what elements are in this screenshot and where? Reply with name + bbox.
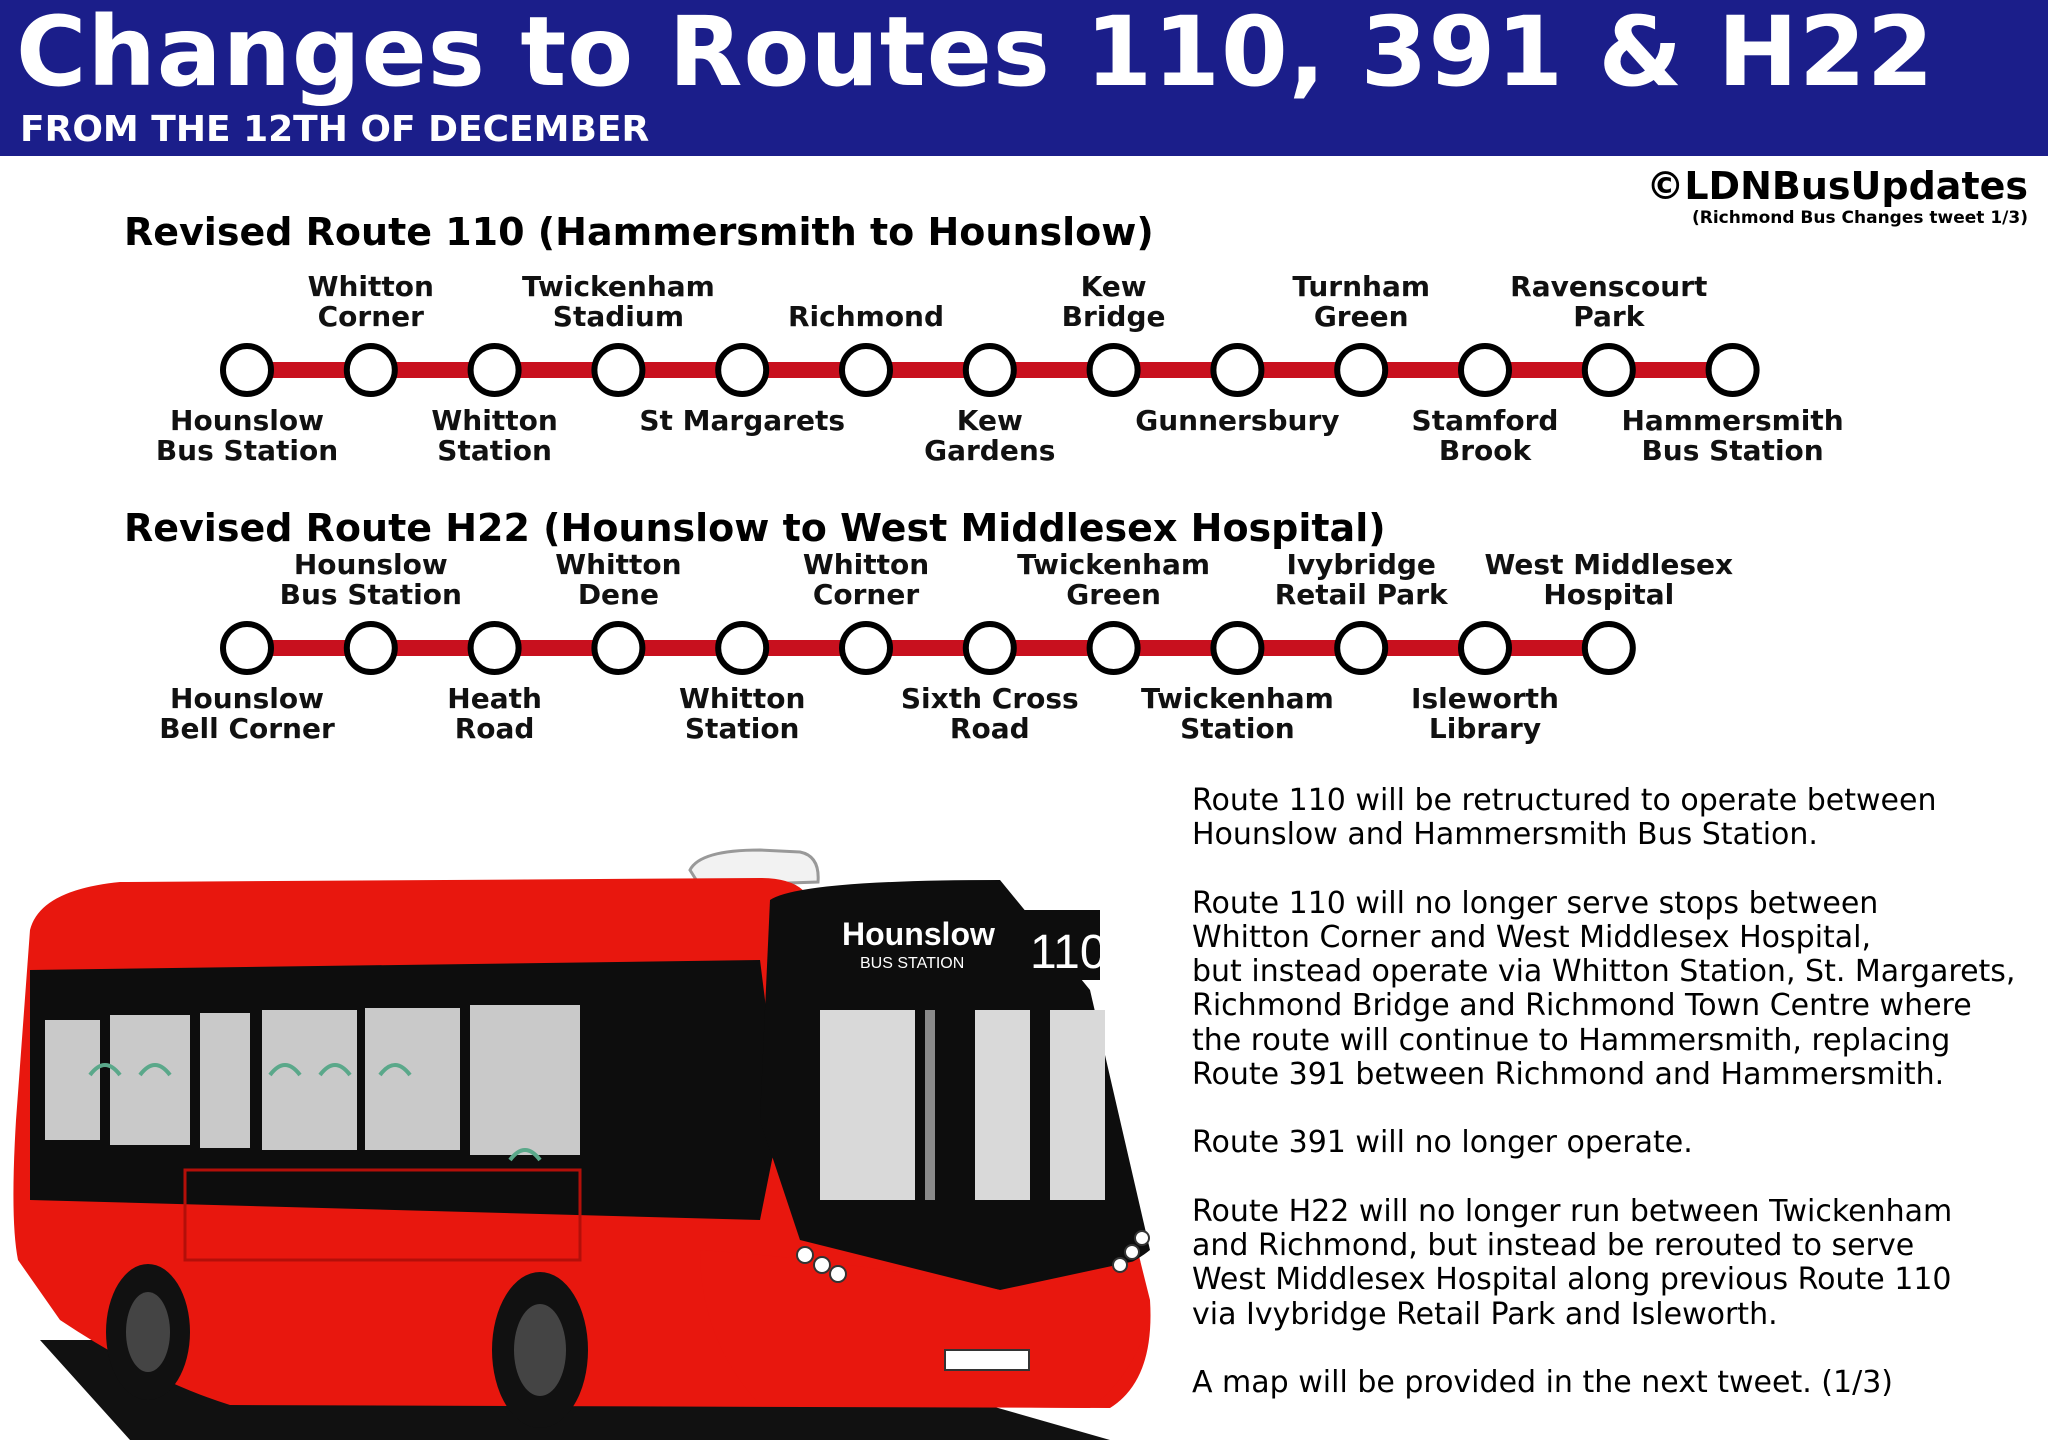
route-h22-stop-label: Whitton Station (679, 682, 806, 745)
route-110-stop-marker (1213, 346, 1261, 394)
route-h22-stop-marker (594, 624, 642, 672)
description-paragraph (1192, 1366, 2032, 1400)
description-line: Hounslow and Hammersmith Bus Station. (1192, 817, 1818, 853)
description-line: but instead operate via Whitton Station, St. Margarets, (1192, 954, 2016, 990)
route-h22-stop-marker (1337, 624, 1385, 672)
route-110-stop-marker (223, 346, 271, 394)
route-h22-stop-marker (1461, 624, 1509, 672)
route-110-stop-label: Ravenscourt Park (1510, 270, 1708, 333)
route-110-stop-marker (1090, 346, 1138, 394)
description-paragraph (1192, 887, 2032, 1093)
description-line: Route H22 will no longer run between Twickenham (1192, 1193, 1953, 1229)
description-line: Richmond Bridge and Richmond Town Centre where (1192, 988, 1972, 1024)
description-line: Route 391 will no longer operate. (1192, 1125, 1693, 1161)
route-110-stop-marker (842, 346, 890, 394)
route-110-stop-label: Hammersmith Bus Station (1621, 404, 1844, 467)
description-line: and Richmond, but instead be rerouted to serve (1192, 1227, 1915, 1263)
route-110-stop-label: St Margarets (639, 404, 846, 437)
route-110-stop-label: Kew Bridge (1061, 270, 1166, 333)
route-h22-diagram (0, 548, 2048, 758)
windscreen-pillar (925, 1010, 935, 1200)
route-h22-stop-marker (1090, 624, 1138, 672)
route-110-stop-marker (471, 346, 519, 394)
route-110-stop-marker (966, 346, 1014, 394)
route-110-stop-marker (1709, 346, 1757, 394)
route-110-stop-label: Turnham Green (1292, 270, 1431, 333)
side-windows (45, 1005, 580, 1155)
description-line: West Middlesex Hospital along previous Route 110 (1192, 1262, 1952, 1298)
front-wheel (492, 1272, 588, 1428)
route-110-stop-label: Kew Gardens (924, 404, 1056, 467)
route-h22-stop-marker (1585, 624, 1633, 672)
destination-text: Hounslow (842, 916, 995, 952)
route-110-stop-label: Twickenham Stadium (521, 270, 715, 333)
windscreen-pane (975, 1010, 1030, 1200)
route-110-title: Revised Route 110 (Hammersmith to Hounslow) (124, 210, 1154, 254)
description-line: the route will continue to Hammersmith, replacing (1192, 1022, 1951, 1058)
route-110-stop-marker (1337, 346, 1385, 394)
rear-wheel (106, 1264, 190, 1400)
description-paragraph (1192, 784, 2032, 853)
route-110-stop-label: Hounslow Bus Station (155, 404, 339, 467)
route-110-stop-label: Whitton Station (431, 404, 558, 467)
route-110-stop-marker (594, 346, 642, 394)
route-h22-stop-marker (842, 624, 890, 672)
route-110-stop-label: Stamford Brook (1411, 404, 1559, 467)
route-110-stop-marker (1585, 346, 1633, 394)
route-h22-stop-label: Sixth Cross Road (900, 682, 1079, 745)
route-110-stop-label: Gunnersbury (1135, 404, 1340, 437)
route-h22-stop-label: Twickenham Station (1140, 682, 1334, 745)
description-paragraph (1192, 1195, 2032, 1332)
description-paragraph (1192, 1126, 2032, 1160)
route-h22-stop-label: Ivybridge Retail Park (1274, 548, 1448, 611)
bus-illustration (0, 820, 1180, 1448)
destination-subtext: BUS STATION (860, 955, 965, 972)
route-h22-stop-label: Twickenham Green (1017, 548, 1211, 611)
credit-note: (Richmond Bus Changes tweet 1/3) (1691, 208, 2028, 228)
route-number-display: 110 (1030, 926, 1107, 979)
description-line: Whitton Corner and West Middlesex Hospital, (1192, 919, 1872, 955)
description-line: A map will be provided in the next tweet. (1/3) (1192, 1364, 1893, 1400)
route-h22-stop-marker (223, 624, 271, 672)
route-h22-stop-label: Hounslow Bus Station (279, 548, 462, 611)
route-h22-stop-marker (347, 624, 395, 672)
route-h22-stop-marker (471, 624, 519, 672)
header-banner (0, 0, 2048, 156)
route-h22-stop-label: Isleworth Library (1411, 682, 1559, 745)
route-h22-stop-label: Whitton Dene (555, 548, 682, 611)
route-110-stop-label: Richmond (787, 300, 945, 333)
description-panel (1192, 784, 2032, 1434)
route-110-stop-label: Whitton Corner (307, 270, 434, 333)
description-line: Route 110 will no longer serve stops between (1192, 885, 1879, 921)
route-110-stop-marker (347, 346, 395, 394)
route-h22-stop-label: West Middlesex Hospital (1484, 548, 1734, 611)
description-line: Route 391 between Richmond and Hammersmith. (1192, 1057, 1945, 1093)
route-110-diagram (0, 270, 2048, 480)
route-h22-stop-marker (966, 624, 1014, 672)
credit (1646, 164, 2028, 228)
route-110-stop-marker (1461, 346, 1509, 394)
route-h22-stop-label: Heath Road (447, 682, 542, 745)
windscreen-pane (820, 1010, 915, 1200)
page-title: Changes to Routes 110, 391 & H22 (16, 0, 1935, 108)
route-h22-stop-label: Hounslow Bell Corner (159, 682, 335, 745)
route-h22-stop-label: Whitton Corner (802, 548, 930, 611)
windscreen-pane (1050, 1010, 1105, 1200)
credit-handle: ©LDNBusUpdates (1646, 164, 2028, 208)
number-plate (945, 1350, 1029, 1370)
route-h22-title: Revised Route H22 (Hounslow to West Middlesex Hospital) (124, 506, 1386, 550)
route-h22-stop-marker (1213, 624, 1261, 672)
route-110-stop-marker (718, 346, 766, 394)
description-line: via Ivybridge Retail Park and Isleworth. (1192, 1296, 1778, 1332)
page-subtitle: FROM THE 12TH OF DECEMBER (20, 109, 650, 150)
description-line: Route 110 will be retructured to operate between (1192, 783, 1937, 818)
route-h22-stop-marker (718, 624, 766, 672)
